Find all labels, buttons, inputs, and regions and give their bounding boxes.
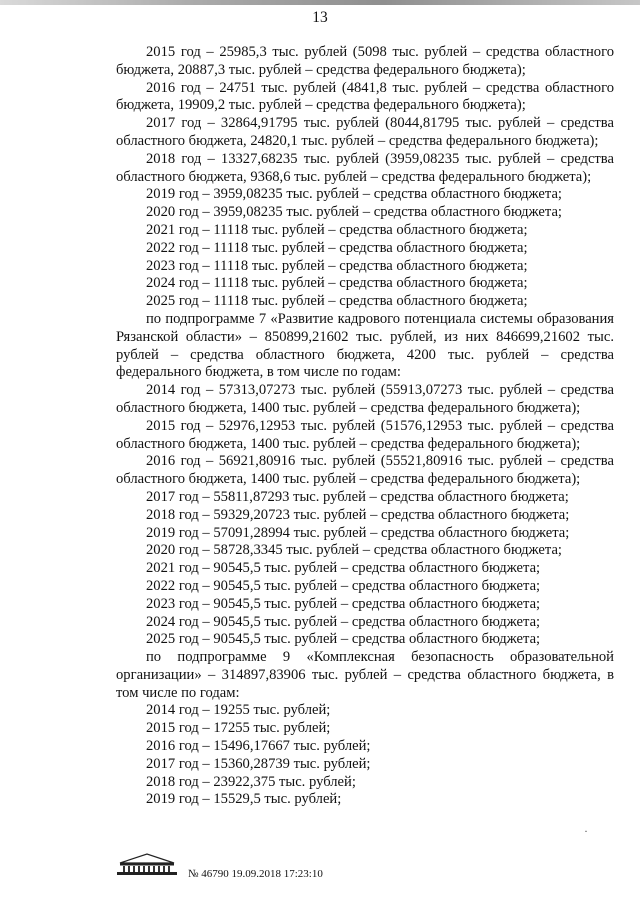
paragraph: 2015 год – 25985,3 тыс. рублей (5098 тыс. рублей – средства областного бюджета, 20887,3 тыс. рублей – средства федерального бюджета); <box>116 44 614 78</box>
year-line: 2024 год – 11118 тыс. рублей – средства областного бюджета; <box>146 275 528 292</box>
paragraph: 2016 год – 24751 тыс. рублей (4841,8 тыс. рублей – средства областного бюджета, 19909,2 тыс. рублей – средства федерального бюджета); <box>116 79 614 114</box>
document-body <box>116 44 614 809</box>
year-line: 2022 год – 11118 тыс. рублей – средства областного бюджета; <box>146 239 528 256</box>
government-building-stamp-icon <box>114 851 180 882</box>
paragraph: 2015 год – 52976,12953 тыс. рублей (51576,12953 тыс. рублей – средства областного бюджета, 1400 тыс. рублей – средства федерального бюджета); <box>116 417 614 452</box>
year-line: 2023 год – 90545,5 тыс. рублей – средства областного бюджета; <box>146 595 541 612</box>
paragraph: 2014 год – 57313,07273 тыс. рублей (55913,07273 тыс. рублей – средства областного бюджета, 1400 тыс. рублей – средства федерального бюджета); <box>116 382 614 416</box>
subprogram-9-paragraph: по подпрограмме 9 «Комплексная безопасность образовательной организации» – 314897,83906 тыс. рублей – средства областного бюджета, в том числе по годам: <box>116 649 614 701</box>
year-line: 2025 год – 90545,5 тыс. рублей – средства областного бюджета; <box>146 631 541 648</box>
year-line: 2017 год – 55811,87293 тыс. рублей – средства областного бюджета; <box>146 488 569 505</box>
year-line: 2019 год – 15529,5 тыс. рублей; <box>146 791 342 808</box>
year-line: 2015 год – 17255 тыс. рублей; <box>146 720 331 737</box>
page-number: 13 <box>312 9 328 26</box>
year-line: 2018 год – 59329,20723 тыс. рублей – средства областного бюджета; <box>146 506 570 523</box>
year-line: 2016 год – 15496,17667 тыс. рублей; <box>146 738 371 755</box>
scan-top-edge <box>0 0 640 5</box>
margin-mark: · <box>584 824 588 838</box>
paragraph: 2018 год – 13327,68235 тыс. рублей (3959,08235 тыс. рублей – средства областного бюджета, 9368,6 тыс. рублей – средства федерального бюджета); <box>116 150 614 185</box>
paragraph: 2016 год – 56921,80916 тыс. рублей (55521,80916 тыс. рублей – средства областного бюджета, 1400 тыс. рублей – средства федерального бюджета); <box>116 453 614 488</box>
year-line: 2023 год – 11118 тыс. рублей – средства областного бюджета; <box>146 257 528 274</box>
subprogram-7-paragraph: по подпрограмме 7 «Развитие кадрового потенциала системы образования Рязанской области» – 850899,21602 тыс. рублей, из них 846699,21602 тыс. рублей – средства областного бюджета, 4200 тыс. рублей – средства федерального бюджета, в том числе по годам: <box>116 310 614 381</box>
year-line: 2014 год – 19255 тыс. рублей; <box>146 702 331 719</box>
paragraph: 2017 год – 32864,91795 тыс. рублей (8044,81795 тыс. рублей – средства областного бюджета, 24820,1 тыс. рублей – средства федерального бюджета); <box>116 115 614 149</box>
year-line: 2022 год – 90545,5 тыс. рублей – средства областного бюджета; <box>146 577 541 594</box>
year-line: 2025 год – 11118 тыс. рублей – средства областного бюджета; <box>146 293 528 310</box>
year-line: 2021 год – 11118 тыс. рублей – средства областного бюджета; <box>146 221 528 238</box>
year-line: 2020 год – 3959,08235 тыс. рублей – средства областного бюджета; <box>146 204 562 221</box>
year-line: 2021 год – 90545,5 тыс. рублей – средства областного бюджета; <box>146 560 541 577</box>
registration-stamp: № 46790 19.09.2018 17:23:10 <box>188 868 323 880</box>
year-line: 2019 год – 3959,08235 тыс. рублей – средства областного бюджета; <box>146 186 562 203</box>
year-line: 2024 год – 90545,5 тыс. рублей – средства областного бюджета; <box>146 613 541 630</box>
year-line: 2019 год – 57091,28994 тыс. рублей – средства областного бюджета; <box>146 524 570 541</box>
year-line: 2017 год – 15360,28739 тыс. рублей; <box>146 755 371 772</box>
year-line: 2018 год – 23922,375 тыс. рублей; <box>146 773 356 790</box>
year-line: 2020 год – 58728,3345 тыс. рублей – средства областного бюджета; <box>146 542 562 559</box>
